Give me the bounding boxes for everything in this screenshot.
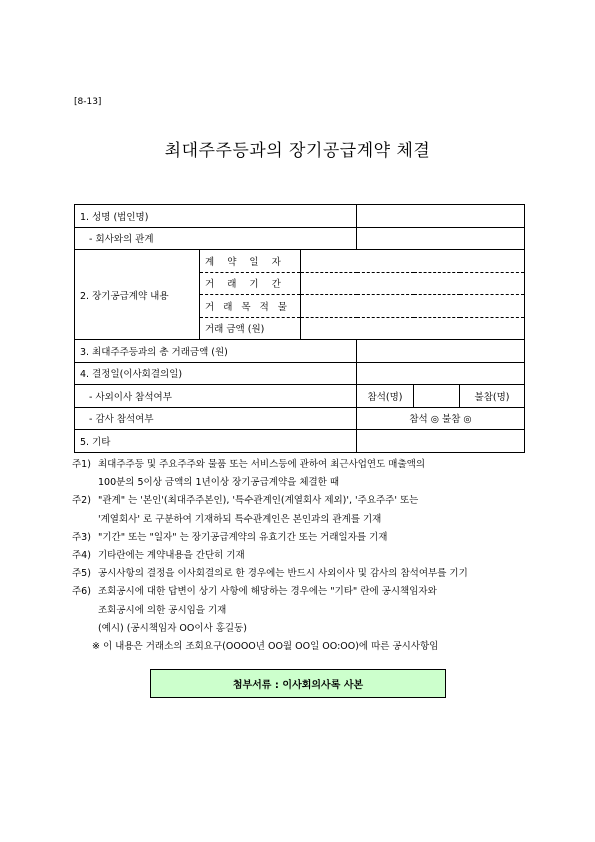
note-1	[72, 456, 532, 474]
label-relation: - 회사와의 관계	[75, 227, 357, 250]
attachment-box: 첨부서류 : 이사회의사록 사본	[150, 669, 446, 698]
table-row	[75, 362, 525, 385]
note-example: (예시) (공시책임자 OO이사 홍길동)	[98, 622, 247, 634]
note-text: 최대주주등 및 주요주주와 물품 또는 서비스등에 관하여 최근사업연도 매출액의	[98, 459, 426, 470]
table-row	[75, 407, 525, 430]
label-name: 1. 성명 (법인명)	[75, 205, 357, 228]
note-3	[72, 529, 532, 547]
note-2	[72, 492, 532, 510]
value-other[interactable]	[357, 430, 525, 453]
note-5	[72, 565, 532, 583]
label-outside-director: - 사외이사 참석여부	[75, 385, 357, 408]
label-total-amount: 3. 최대주주등과의 총 거래금액 (원)	[75, 340, 357, 363]
value-decision-date[interactable]	[357, 362, 525, 385]
note-text: "관계" 는 '본인'(최대주주본인), '특수관계인(계열회사 제외)', '주요주주' 또는	[98, 495, 419, 507]
label-decision-date: 4. 결정일(이사회결의일)	[75, 362, 357, 385]
label-other: 5. 기타	[75, 430, 357, 453]
note-text-continued: 100분의 5이상 금액의 1년이상 장기공급계약을 체결한 때	[98, 477, 340, 489]
table-row	[75, 430, 525, 453]
outside-director-present-label: 참석(명)	[357, 385, 414, 408]
value-trade-amount[interactable]	[301, 317, 525, 340]
page-title: 최대주주등과의 장기공급계약 체결	[164, 141, 431, 161]
note-text: 기타란에는 계약내용을 간단히 기재	[98, 550, 245, 562]
document-code: [8-13]	[74, 97, 102, 107]
value-contract-date[interactable]	[301, 250, 525, 273]
label-contract-content: 2. 장기공급계약 내용	[75, 250, 200, 340]
label-trade-object: 거 래 목 적 물	[200, 295, 301, 318]
value-name[interactable]	[357, 205, 525, 228]
disclosure-form-table	[74, 204, 525, 453]
note-6	[72, 583, 532, 601]
label-auditor: - 감사 참석여부	[75, 407, 357, 430]
value-relation[interactable]	[357, 227, 525, 250]
value-total-amount[interactable]	[357, 340, 525, 363]
note-text: "기간" 또는 "일자" 는 장기공급계약의 유효기간 또는 거래일자를 기재	[98, 531, 388, 543]
note-remark: ※ 이 내용은 거래소의 조회요구(OOOO년 OO월 OO일 OO:OO)에 따른 공시사항임	[92, 641, 439, 653]
label-trade-amount: 거래 금액 (원)	[200, 317, 301, 340]
auditor-attendance-options[interactable]: 참석 ◎ 불참 ◎	[357, 407, 525, 430]
table-row	[75, 227, 525, 250]
note-key: 주4)	[72, 550, 91, 562]
note-key: 주2)	[72, 495, 91, 507]
notes-section	[72, 456, 532, 656]
value-trade-period[interactable]	[301, 272, 525, 295]
label-trade-period: 거 래 기 간	[200, 272, 301, 295]
outside-director-present-field[interactable]	[414, 385, 460, 408]
note-key: 주5)	[72, 568, 91, 580]
outside-director-absent-label: 불참(명)	[460, 385, 525, 408]
table-row	[75, 340, 525, 363]
note-4	[72, 547, 532, 565]
note-text-continued: '계열회사' 로 구분하여 기재하되 특수관계인은 본인과의 관계를 기재	[98, 513, 382, 525]
table-row	[75, 250, 525, 273]
value-trade-object[interactable]	[301, 295, 525, 318]
note-key: 주3)	[72, 531, 91, 543]
note-text: 조회공시에 대한 답변이 상기 사항에 해당하는 경우에는 "기타" 란에 공시책임자와	[98, 586, 437, 598]
note-key: 주6)	[72, 586, 91, 598]
note-text-continued: 조회공시에 의한 공시임을 기재	[98, 604, 227, 616]
note-text: 공시사항의 결정을 이사회결의로 한 경우에는 반드시 사외이사 및 감사의 참석여부를 기기	[98, 568, 468, 580]
label-contract-date: 계 약 일 자	[200, 250, 301, 273]
table-row	[75, 385, 525, 408]
table-row	[75, 205, 525, 228]
note-key: 주1)	[72, 459, 91, 470]
